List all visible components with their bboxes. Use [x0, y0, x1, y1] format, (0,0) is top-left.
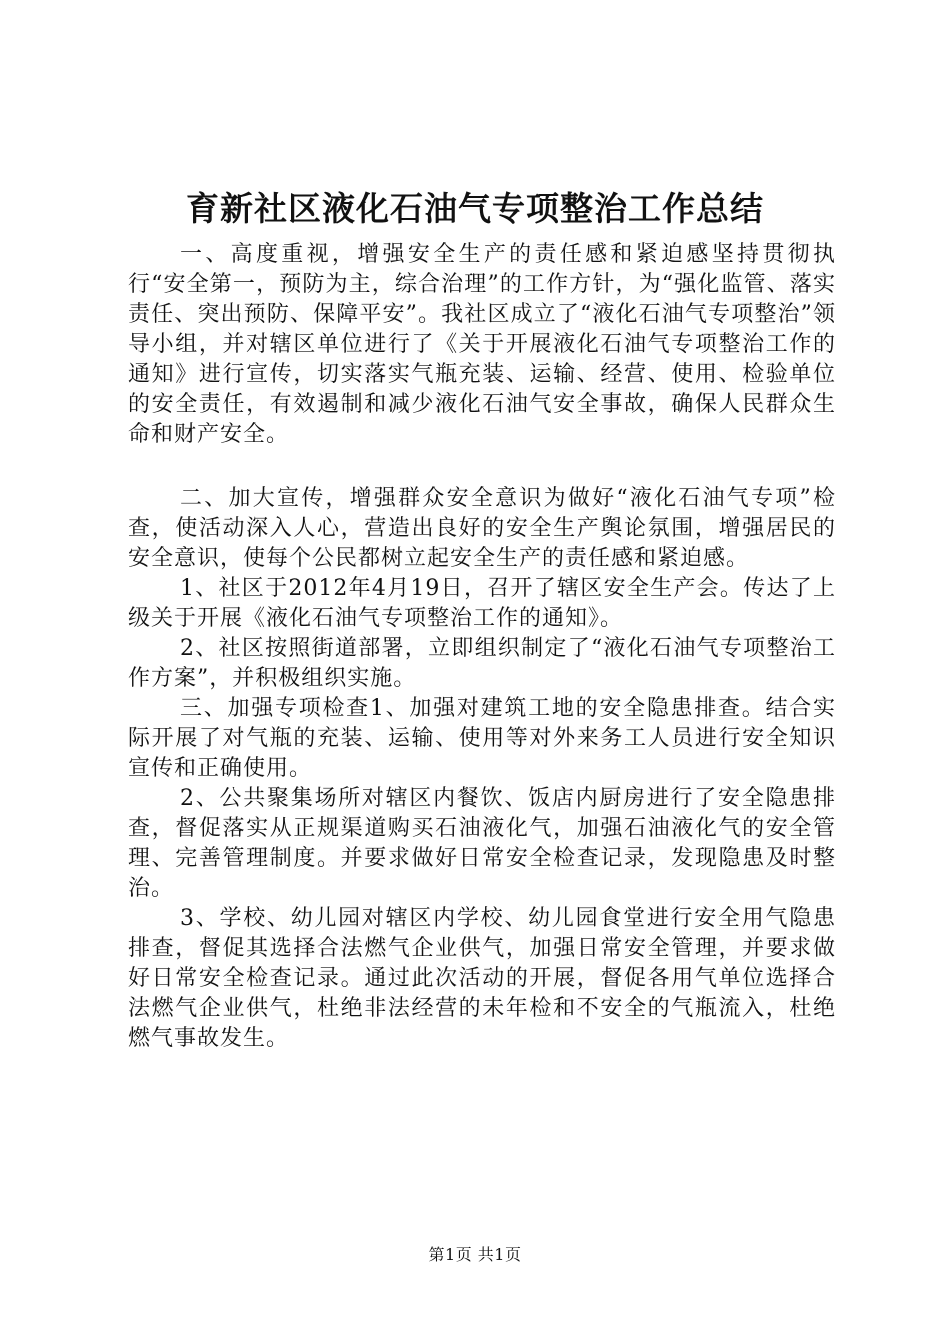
section-2: [128, 484, 836, 1054]
paragraph-1: 一、高度重视，增强安全生产的责任感和紧迫感坚持贯彻执行“安全第一，预防为主，综合治理”的工作方针，为“强化监管、落实责任、突出预防、保障平安”。我社区成立了“液化石油气专项整治”领导小组，并对辖区单位进行了《关于开展液化石油气专项整治工作的通知》进行宣传，切实落实气瓶充装、运输、经营、使用、检验单位的安全责任，有效遏制和减少液化石油气安全事故，确保人民群众生命和财产安全。: [128, 242, 836, 447]
paragraph-4: 2、社区按照街道部署，立即组织制定了“液化石油气专项整治工作方案”，并积极组织实施。: [128, 636, 836, 691]
paragraph-6: 2、公共聚集场所对辖区内餐饮、饭店内厨房进行了安全隐患排查，督促落实从正规渠道购买石油液化气，加强石油液化气的安全管理、完善管理制度。并要求做好日常安全检查记录，发现隐患及时整治。: [128, 786, 836, 901]
page-title: 育新社区液化石油气专项整治工作总结: [186, 189, 764, 228]
paragraph-2: 二、加大宣传，增强群众安全意识为做好“液化石油气专项”检查，使活动深入人心，营造出良好的安全生产舆论氛围，增强居民的安全意识，使每个公民都树立起安全生产的责任感和紧迫感。: [128, 486, 836, 571]
page-footer: 第1页 共1页: [428, 1245, 522, 1264]
paragraph-5: 三、加强专项检查1、加强对建筑工地的安全隐患排查。结合实际开展了对气瓶的充装、运输、使用等对外来务工人员进行安全知识宣传和正确使用。: [128, 696, 836, 781]
paragraph-7: 3、学校、幼儿园对辖区内学校、幼儿园食堂进行安全用气隐患排查，督促其选择合法燃气企业供气，加强日常安全管理，并要求做好日常安全检查记录。通过此次活动的开展，督促各用气单位选择合法燃气企业供气，杜绝非法经营的未年检和不安全的气瓶流入，杜绝燃气事故发生。: [128, 906, 836, 1051]
section-1: [128, 240, 836, 450]
paragraph-3: 1、社区于2012年4月19日，召开了辖区安全生产会。传达了上级关于开展《液化石油气专项整治工作的通知》。: [128, 576, 836, 631]
